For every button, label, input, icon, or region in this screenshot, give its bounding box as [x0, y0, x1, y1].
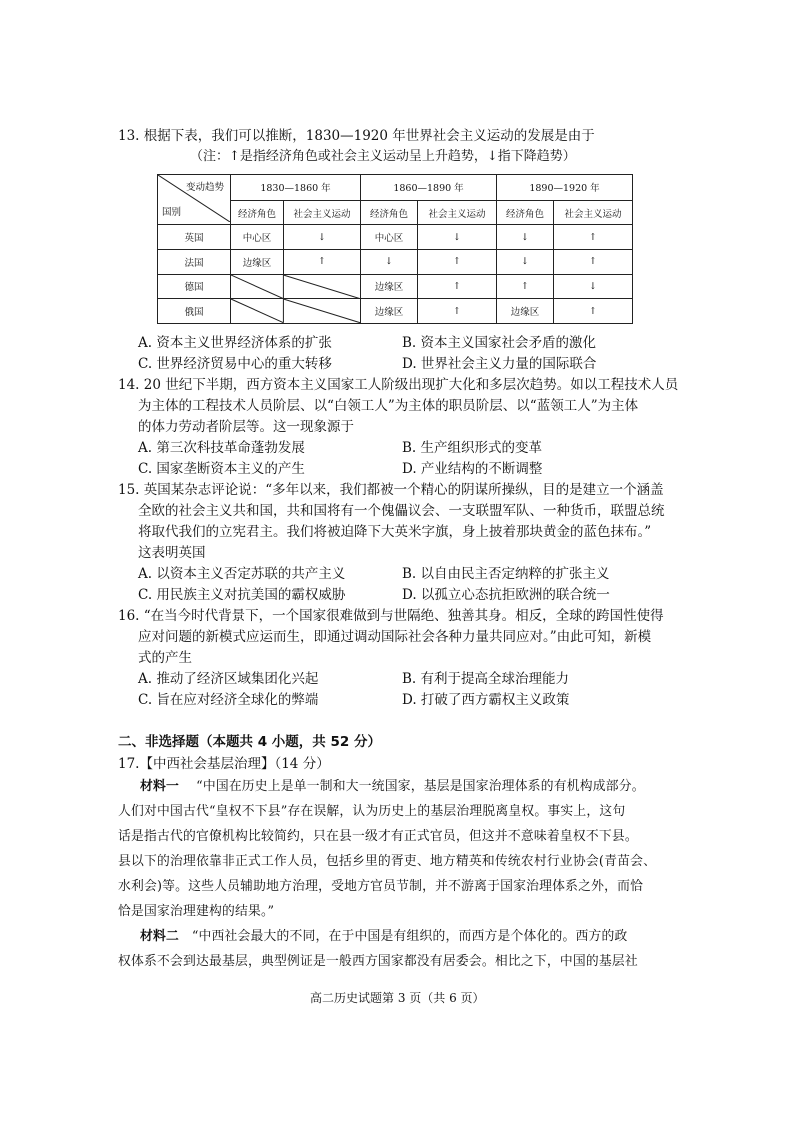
page-footer: 高二历史试题第 3 页（共 6 页） [310, 991, 485, 1005]
q15-option-d: D. 以孤立心态抗拒欧洲的联合统一 [402, 587, 610, 603]
q14-option-b: B. 生产组织形式的变革 [402, 440, 543, 456]
table-corner-cell [158, 175, 231, 225]
q14-line: 的体力劳动者阶层等。这一现象源于 [138, 419, 354, 435]
table-cell: ↓ [418, 225, 497, 250]
table-cell: ↑ [418, 250, 497, 275]
table-cell: 边缘区 [361, 299, 418, 324]
table-cell: ↓ [497, 250, 554, 275]
table-cell: 边缘区 [231, 250, 284, 275]
q16-line: 16. “在当今时代背景下，一个国家很难做到与世隔绝、独善其身。相反，全球的跨国性使得 [118, 608, 664, 624]
table-cell: ↓ [361, 250, 418, 275]
table-row [158, 250, 633, 275]
trend-table [157, 174, 633, 324]
material-line: 恰是国家治理建构的结果。” [118, 904, 275, 919]
crossed-cell [231, 299, 361, 324]
material-line: “中西社会最大的不同，在于中国是有组织的，而西方是个体化的。西方的政 [191, 929, 628, 944]
q13-stem: 13. 根据下表，我们可以推断，1830—1920 年世界社会主义运动的发展是由于 [118, 128, 595, 144]
q17-title: 17.【中西社会基层治理】（14 分） [118, 756, 330, 772]
table-cell: ↓ [497, 225, 554, 250]
q13-option-b: B. 资本主义国家社会矛盾的激化 [402, 335, 597, 351]
table-cell: 中心区 [231, 225, 284, 250]
material-line: 县以下的治理依靠非正式工作人员，包括乡里的胥吏、地方精英和传统农村行业协会(青苗会、 [118, 854, 657, 869]
material-line: 人们对中国古代“皇权不下县”存在误解，认为历史上的基层治理脱离皇权。事实上，这句 [118, 804, 626, 819]
table-cell: ↑ [418, 299, 497, 324]
corner-top-label: 变动趋势 [185, 182, 224, 193]
section-title: 二、非选择题（本题共 4 小题，共 52 分） [118, 734, 381, 750]
period-header: 1860—1890 年 [361, 175, 497, 201]
table-cell: ↑ [284, 250, 361, 275]
table-cell: ↑ [554, 250, 633, 275]
sub-header: 经济角色 [497, 200, 554, 225]
sub-header: 社会主义运动 [284, 200, 361, 225]
q14-line: 14. 20 世纪下半期，西方资本主义国家工人阶级出现扩大化和多层次趋势。如以工程技术人员 [118, 377, 679, 393]
table-cell: 边缘区 [497, 299, 554, 324]
table-cell: ↑ [554, 299, 633, 324]
table-row [158, 274, 633, 299]
period-header: 1830—1860 年 [231, 175, 361, 201]
cross-line [231, 275, 360, 299]
sub-header: 经济角色 [361, 200, 418, 225]
material-line: 权体系不会到达最基层，典型例证是一般西方国家都没有居委会。相比之下，中国的基层社 [118, 954, 638, 969]
cross-line [231, 299, 360, 323]
q16-option-b: B. 有利于提高全球治理能力 [402, 671, 570, 687]
table-header-row [158, 175, 633, 201]
crossed-cell [231, 274, 361, 299]
material2-first-line [140, 927, 627, 947]
q15-option-c: C. 用民族主义对抗美国的霸权威胁 [138, 587, 346, 603]
q13-option-a: A. 资本主义世界经济体系的扩张 [138, 335, 332, 351]
sub-header: 社会主义运动 [554, 200, 633, 225]
q15-option-b: B. 以自由民主否定纳粹的扩张主义 [402, 566, 610, 582]
table-cell: ↑ [418, 274, 497, 299]
material-line: “中国在历史上是单一制和大一统国家，基层是国家治理体系的有机构成部分。 [196, 779, 645, 794]
table-row [158, 225, 633, 250]
material1-first-line [140, 777, 645, 797]
table-row [158, 299, 633, 324]
country-cell: 俄国 [158, 299, 231, 324]
table-cell: ↑ [554, 225, 633, 250]
q16-line: 应对问题的新模式应运而生，即通过调动国际社会各种力量共同应对。”由此可知，新模 [138, 629, 652, 645]
q13-note: （注：↑是指经济角色或社会主义运动呈上升趋势，↓指下降趋势） [190, 149, 576, 164]
q14-option-c: C. 国家垄断资本主义的产生 [138, 461, 305, 477]
country-cell: 英国 [158, 225, 231, 250]
corner-bottom-label: 国别 [162, 207, 182, 219]
table-cell: ↑ [497, 274, 554, 299]
table-cell: 边缘区 [361, 274, 418, 299]
table-cell: 中心区 [361, 225, 418, 250]
q15-line: 15. 英国某杂志评论说：“多年以来，我们都被一个精心的阴谋所操纵，目的是建立一个涵盖 [118, 482, 664, 498]
material-line: 水利会)等。这些人员辅助地方治理，受地方官员节制，并不游离于国家治理体系之外，而恰 [118, 879, 644, 894]
table-cell: ↓ [554, 274, 633, 299]
material-line: 话是指古代的官僚机构比较简约，只在县一级才有正式官员，但这并不意味着皇权不下县。 [118, 829, 638, 844]
period-header: 1890—1920 年 [497, 175, 633, 201]
country-cell: 法国 [158, 250, 231, 275]
q16-option-d: D. 打破了西方霸权主义政策 [402, 692, 570, 708]
q14-option-a: A. 第三次科技革命蓬勃发展 [138, 440, 305, 456]
material1-label: 材料一 [140, 779, 179, 794]
q13-option-d: D. 世界社会主义力量的国际联合 [402, 356, 597, 372]
q14-line: 为主体的工程技术人员阶层、以“白领工人”为主体的职员阶层、以“蓝领工人”为主体 [138, 398, 639, 414]
table-cell: ↓ [284, 225, 361, 250]
sub-header: 社会主义运动 [418, 200, 497, 225]
q15-line: 将取代我们的立宪君主。我们将被迫降下大英米字旗，身上披着那块黄金的蓝色抹布。” [138, 524, 652, 540]
country-cell: 德国 [158, 274, 231, 299]
q15-line: 全欧的社会主义共和国，共和国将有一个傀儡议会、一支联盟军队、一种货币，联盟总统 [138, 503, 665, 519]
q15-line: 这表明英国 [138, 545, 206, 561]
q14-option-d: D. 产业结构的不断调整 [402, 461, 543, 477]
q16-option-c: C. 旨在应对经济全球化的弊端 [138, 692, 319, 708]
sub-header: 经济角色 [231, 200, 284, 225]
q13-option-c: C. 世界经济贸易中心的重大转移 [138, 356, 332, 372]
material2-label: 材料二 [140, 929, 179, 944]
q15-option-a: A. 以资本主义否定苏联的共产主义 [138, 566, 346, 582]
q16-option-a: A. 推动了经济区域集团化兴起 [138, 671, 319, 687]
q16-line: 式的产生 [138, 650, 192, 666]
